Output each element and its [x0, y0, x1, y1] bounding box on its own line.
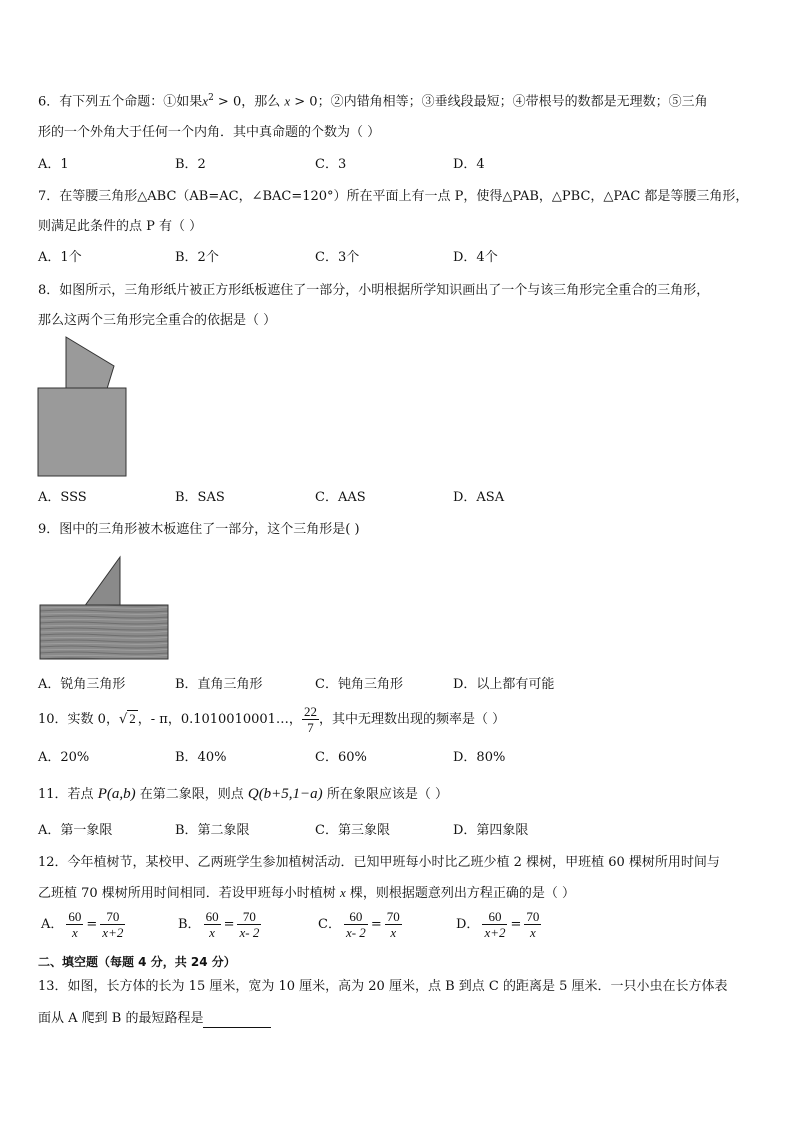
- q11-point-q: Q(b+5,1−a): [247, 786, 323, 802]
- q6-option-a[interactable]: A．1: [38, 157, 69, 172]
- q9-triangle-shape: [84, 557, 120, 607]
- q12-stem-part: 乙班植 70 棵树所用时间相同．若设甲班每小时植树: [38, 886, 340, 901]
- q10-stem-part: ，- π，0.1010010001…，: [137, 712, 302, 727]
- q12-option-b[interactable]: [175, 909, 261, 940]
- q7-option-b[interactable]: B．2个: [175, 250, 219, 265]
- q11-option-c[interactable]: C．第三象限: [315, 823, 390, 838]
- q7-stem-line2: 则满足此条件的点 P 有（ ）: [38, 219, 203, 234]
- q12-lhs-den: x: [209, 925, 215, 940]
- q12-option-d[interactable]: [453, 909, 541, 940]
- q12-lhs-num: 60: [205, 909, 219, 924]
- q12-rhs-den: x+2: [102, 925, 124, 940]
- q6-stem-part: > 0，那么: [213, 94, 285, 110]
- q7-option-d[interactable]: D．4个: [453, 250, 498, 265]
- q12-option-c[interactable]: [315, 909, 402, 940]
- q12-rhs-den: x: [390, 925, 397, 940]
- q12-rhs-den: x: [530, 925, 536, 940]
- q12-lhs-fraction: [344, 909, 368, 940]
- q8-stem-line1: 8．如图所示，三角形纸片被正方形纸板遮住了一部分，小明根据所学知识画出了一个与该三角形完全重合的三角形，: [38, 283, 710, 298]
- q10-stem: [38, 702, 764, 737]
- q12-stem-part: 棵，则根据题意列出方程正确的是（ ）: [345, 886, 575, 901]
- q12-option-label: C．: [318, 916, 341, 932]
- q9-figure: [38, 555, 170, 661]
- q13-stem-part: 面从 A 爬到 B 的最短路程是: [38, 1011, 204, 1026]
- q11-stem: [38, 785, 764, 804]
- q12-rhs-num: 70: [526, 909, 540, 924]
- q9-option-d[interactable]: D．以上都有可能: [453, 677, 555, 692]
- q6-stem-line2: 形的一个外角大于任何一个内角．其中真命题的个数为（ ）: [38, 125, 381, 140]
- q13-answer-blank[interactable]: [203, 1013, 271, 1028]
- q13-stem-line2: [38, 1010, 764, 1028]
- q12-option-label: A．: [41, 916, 64, 932]
- q12-eq-sign: =: [510, 916, 522, 932]
- q12-lhs-num: 60: [68, 909, 82, 924]
- q12-rhs-fraction: [237, 909, 261, 940]
- q10-option-d[interactable]: D．80%: [453, 750, 506, 765]
- q11-stem-part: 在第二象限，则点: [135, 787, 248, 802]
- q12-rhs-fraction: [100, 909, 125, 940]
- q12-var-x: x: [339, 885, 346, 900]
- q12-rhs-num: 70: [237, 909, 261, 925]
- q8-figure: [36, 336, 130, 478]
- q12-rhs-num: 70: [386, 909, 400, 924]
- q10-frac-num: 22: [303, 704, 317, 719]
- q6-stem-part: 6．有下列五个命题：①如果: [38, 94, 203, 110]
- q10-stem-part: 10．实数 0，: [38, 712, 119, 727]
- q8-triangle-shape: [66, 337, 114, 392]
- q6-stem-part: > 0；②内错角相等；③垂线段最短；④带根号的数都是无理数；⑤三角: [290, 94, 708, 110]
- q12-rhs-den: x- 2: [239, 925, 260, 940]
- q11-option-b[interactable]: B．第二象限: [175, 823, 250, 838]
- q12-rhs-fraction: [524, 909, 541, 940]
- q12-option-a[interactable]: [38, 909, 125, 940]
- q6-stem-line1: [38, 89, 764, 111]
- q12-lhs-num: 60: [344, 909, 368, 925]
- q12-option-label: D．: [456, 916, 480, 932]
- q10-option-a[interactable]: A．20%: [38, 750, 90, 765]
- q11-stem-part: 所在象限应该是（ ）: [322, 787, 448, 802]
- q9-option-b[interactable]: B．直角三角形: [175, 677, 263, 692]
- q10-option-b[interactable]: B．40%: [175, 750, 227, 765]
- section-title-fill-in: 二、填空题（每题 4 分，共 24 分）: [38, 955, 236, 969]
- q12-option-label: B．: [178, 916, 201, 932]
- q7-option-c[interactable]: C．3个: [315, 250, 360, 265]
- q10-option-c[interactable]: C．60%: [315, 750, 367, 765]
- q6-var-x: x: [202, 93, 209, 109]
- q9-stem: 9．图中的三角形被木板遮住了一部分，这个三角形是( ): [38, 522, 360, 537]
- q10-stem-part: ，其中无理数出现的频率是（ ）: [318, 712, 506, 727]
- q8-square-board: [38, 388, 126, 476]
- q8-option-b[interactable]: B．SAS: [175, 490, 225, 505]
- q12-lhs-den: x- 2: [345, 925, 366, 940]
- q12-rhs-num: 70: [100, 909, 125, 925]
- q6-exponent: 2: [208, 93, 214, 103]
- q12-stem-line1: 12．今年植树节，某校甲、乙两班学生参加植树活动．已知甲班每小时比乙班少植 2 棵树，甲班植 60 棵树所用时间与: [38, 855, 720, 870]
- q9-option-c[interactable]: C．钝角三角形: [315, 677, 403, 692]
- q12-eq-sign: =: [86, 916, 98, 932]
- q12-rhs-fraction: [385, 909, 402, 940]
- q7-option-a[interactable]: A．1个: [38, 250, 82, 265]
- q12-lhs-num: 60: [482, 909, 507, 925]
- q8-option-d[interactable]: D．ASA: [453, 490, 505, 505]
- q10-sqrt-value: 2: [129, 711, 136, 726]
- q6-option-c[interactable]: C．3: [315, 157, 347, 172]
- q11-option-d[interactable]: D．第四象限: [453, 823, 529, 838]
- q8-stem-line2: 那么这两个三角形完全重合的依据是（ ）: [38, 313, 277, 328]
- q12-eq-sign: =: [223, 916, 235, 932]
- q6-var-x: x: [284, 93, 291, 109]
- q12-stem-line2: [38, 884, 764, 903]
- q12-lhs-fraction: [204, 909, 221, 940]
- q12-lhs-fraction: [482, 909, 507, 940]
- q11-option-a[interactable]: A．第一象限: [38, 823, 113, 838]
- q8-option-c[interactable]: C．AAS: [315, 490, 366, 505]
- q9-option-a[interactable]: A．锐角三角形: [38, 677, 126, 692]
- q12-eq-sign: =: [370, 916, 382, 932]
- q11-point-p: P(a,b): [97, 786, 136, 802]
- q6-option-d[interactable]: D．4: [453, 157, 485, 172]
- q10-sqrt: √ 2: [118, 711, 136, 727]
- q12-lhs-den: x: [72, 925, 78, 940]
- q7-stem-line1: 7．在等腰三角形△ABC（AB=AC，∠BAC=120°）所在平面上有一点 P，使得△PAB，△PBC，△PAC 都是等腰三角形，: [38, 189, 749, 204]
- q10-frac-den: 7: [307, 720, 314, 735]
- q10-fraction: [302, 704, 319, 735]
- q6-option-b[interactable]: B．2: [175, 157, 206, 172]
- q8-option-a[interactable]: A．SSS: [38, 490, 87, 505]
- q13-stem-line1: 13．如图，长方体的长为 15 厘米，宽为 10 厘米，高为 20 厘米，点 B 到点 C 的距离是 5 厘米．一只小虫在长方体表: [38, 979, 728, 994]
- q11-stem-part: 11．若点: [38, 787, 98, 802]
- q12-lhs-fraction: [66, 909, 83, 940]
- q9-wood-board: [40, 605, 168, 659]
- q12-lhs-den: x+2: [484, 925, 506, 940]
